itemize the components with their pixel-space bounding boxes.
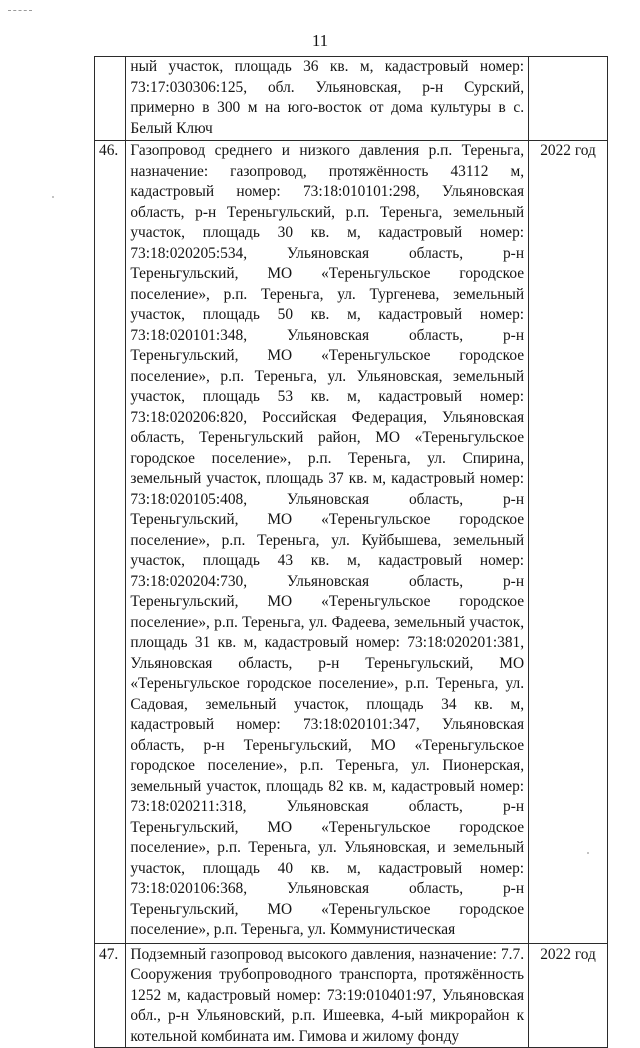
row-number-cell: 47.	[95, 943, 126, 1048]
row-year-cell: 2022 год	[529, 141, 608, 944]
scan-corner-mark	[8, 10, 32, 11]
row-description-cell: Подземный газопровод высокого давления, назначение: 7.7. Сооружения трубопроводного транспорта, протяжённость 1252 м, кадастровый номер: 73:19:010401:97, Ульяновская обл., р-н Ульяновский, р.п. Ишеевка, 4-ый микрорайон к котельной комбината им. Гимова и жилому фонду	[126, 943, 529, 1048]
row-number-cell: 46.	[95, 141, 126, 944]
table-row	[95, 57, 608, 141]
scan-speck	[52, 196, 54, 198]
row-year-cell	[529, 57, 608, 141]
objects-table	[94, 56, 608, 1048]
scan-speck	[587, 852, 589, 854]
row-number-cell	[95, 57, 126, 141]
row-description-cell: Газопровод среднего и низкого давления р.п. Тереньга, назначение: газопровод, протяжённость 43112 м, кадастровый номер: 73:18:010101:298, Ульяновская область, р-н Тереньгульский, р.п. Тереньга, земельный участок, площадь 30 кв. м, кадастровый номер: 73:18:020205:534, Ульяновская область, р-н Тереньгульский, МО «Тереньгульское городское поселение», р.п. Тереньга, ул. Тургенева, земельный участок, площадь 50 кв. м, кадастровый номер: 73:18:020101:348, Ульяновская область, р-н Тереньгульский, МО «Тереньгульское городское поселение», р.п. Тереньга, ул. Ульяновская, земельный участок, площадь 53 кв. м, кадастровый номер: 73:18:020206:820, Российская Федерация, Ульяновская область, Тереньгульский район, МО «Тереньгульское городское поселение», р.п. Тереньга, ул. Спирина, земельный участок, площадь 37 кв. м, кадастровый номер: 73:18:020105:408, Ульяновская область, р-н Тереньгульский, МО «Тереньгульское городское поселение», р.п. Тереньга, ул. Куйбышева, земельный участок, площадь 43 кв. м, кадастровый номер: 73:18:020204:730, Ульяновская область, р-н Тереньгульский, МО «Тереньгульское городское поселение», р.п. Тереньга, ул. Фадеева, земельный участок, площадь 31 кв. м, кадастровый номер: 73:18:020201:381, Ульяновская область, р-н Тереньгульский, МО «Тереньгульское городское поселение», р.п. Тереньга, ул. Садовая, земельный участок, площадь 34 кв. м, кадастровый номер: 73:18:020101:347, Ульяновская область, р-н Тереньгульский, МО «Тереньгульское городское поселение», р.п. Тереньга, ул. Пионерская, земельный участок, площадь 82 кв. м, кадастровый номер: 73:18:020211:318, Ульяновская область, р-н Тереньгульский, МО «Тереньгульское городское поселение», р.п. Тереньга, ул. Ульяновская, и земельный участок, площадь 40 кв. м, кадастровый номер: 73:18:020106:368, Ульяновская область, р-н Тереньгульский, МО «Тереньгульское городское поселение», р.п. Тереньга, ул. Коммунистическая	[126, 141, 529, 944]
row-description-cell: ный участок, площадь 36 кв. м, кадастровый номер: 73:17:030306:125, обл. Ульяновская, р-н Сурский, примерно в 300 м на юго-восток от дома культуры в с. Белый Ключ	[126, 57, 529, 141]
row-year-cell: 2022 год	[529, 943, 608, 1048]
page-number: 11	[311, 31, 329, 50]
table-row	[95, 943, 608, 1048]
table-row	[95, 141, 608, 944]
